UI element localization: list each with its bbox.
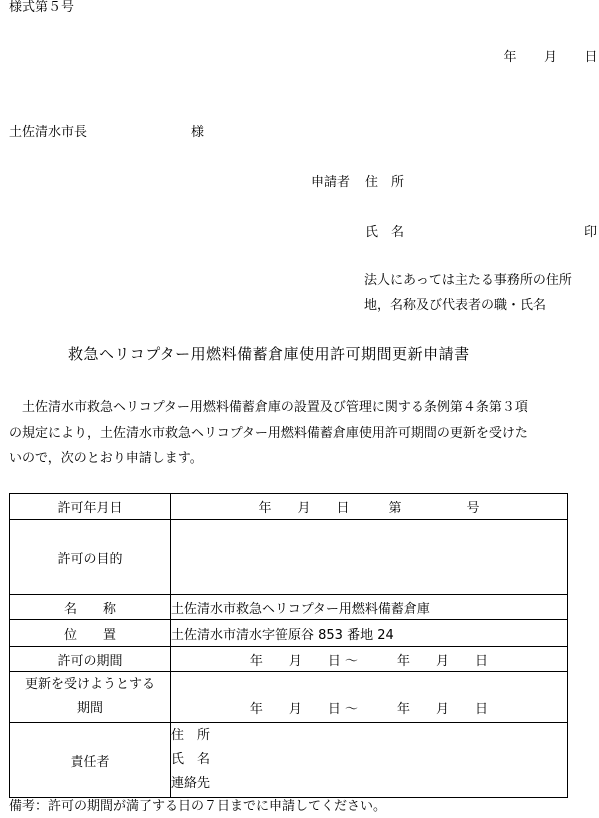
facility-name-value: 土佐清水市救急ヘリコプター用燃料備蓄倉庫 (171, 595, 568, 620)
permit-period-field[interactable]: 年 月 日 ～ 年 月 日 (171, 647, 568, 672)
body-line-1: 土佐清水市救急ヘリコプター用燃料備蓄倉庫の設置及び管理に関する条例第４条第３項 (9, 400, 528, 415)
applicant-address-label: 住 所 (365, 175, 405, 190)
table-row-renewal-period (10, 672, 568, 723)
table-row-permit-date (10, 494, 568, 520)
permit-period-label: 許可の期間 (10, 647, 171, 672)
location-value: 土佐清水市清水字笹原谷 853 番地 24 (171, 620, 568, 647)
addressee: 土佐清水市長 様 (9, 125, 205, 140)
table-row-name (10, 595, 568, 620)
table-row-responsible (10, 723, 568, 798)
date-line: 年 月 日 (503, 50, 598, 65)
responsible-contact-label: 連絡先 (171, 776, 211, 791)
renewal-period-field[interactable] (171, 672, 568, 723)
remarks-note: 備考：許可の期間が満了する日の７日までに申請してください。 (9, 799, 387, 814)
document-title: 救急ヘリコプター用燃料備蓄倉庫使用許可期間更新申請書 (68, 345, 470, 363)
location-label: 位 置 (10, 620, 171, 647)
body-line-2: の規定により，土佐清水市救急ヘリコプター用燃料備蓄倉庫使用許可期間の更新を受けた (9, 426, 528, 441)
responsible-person-field[interactable] (171, 723, 568, 798)
permit-date-label: 許可年月日 (10, 494, 171, 520)
table-row-purpose (10, 520, 568, 595)
purpose-label: 許可の目的 (10, 520, 171, 595)
permit-date-field[interactable]: 年 月 日 第 号 (171, 494, 568, 520)
facility-name-label: 名 称 (10, 595, 171, 620)
corporate-note-line-2: 地，名称及び代表者の職・氏名 (364, 298, 547, 313)
renewal-period-value: 年 月 日 ～ 年 月 日 (249, 702, 489, 717)
purpose-field[interactable] (171, 520, 568, 595)
corporate-note-line-1: 法人にあっては主たる事務所の住所 (364, 273, 572, 288)
form-number: 様式第５号 (9, 0, 75, 15)
table-row-location (10, 620, 568, 647)
application-table (9, 493, 568, 798)
applicant-name-label: 氏 名 (365, 225, 405, 240)
renewal-period-label-line-1: 更新を受けようとする (24, 677, 155, 692)
table-row-period (10, 647, 568, 672)
renewal-period-label (10, 672, 171, 723)
responsible-name-label: 氏 名 (171, 752, 211, 767)
body-line-3: いので，次のとおり申請します。 (9, 451, 203, 466)
applicant-label: 申請者 (311, 175, 351, 190)
seal-mark: 印 (584, 225, 598, 240)
responsible-address-label: 住 所 (171, 728, 211, 743)
responsible-person-label: 責任者 (10, 723, 171, 798)
renewal-period-label-line-2: 期間 (76, 701, 103, 716)
